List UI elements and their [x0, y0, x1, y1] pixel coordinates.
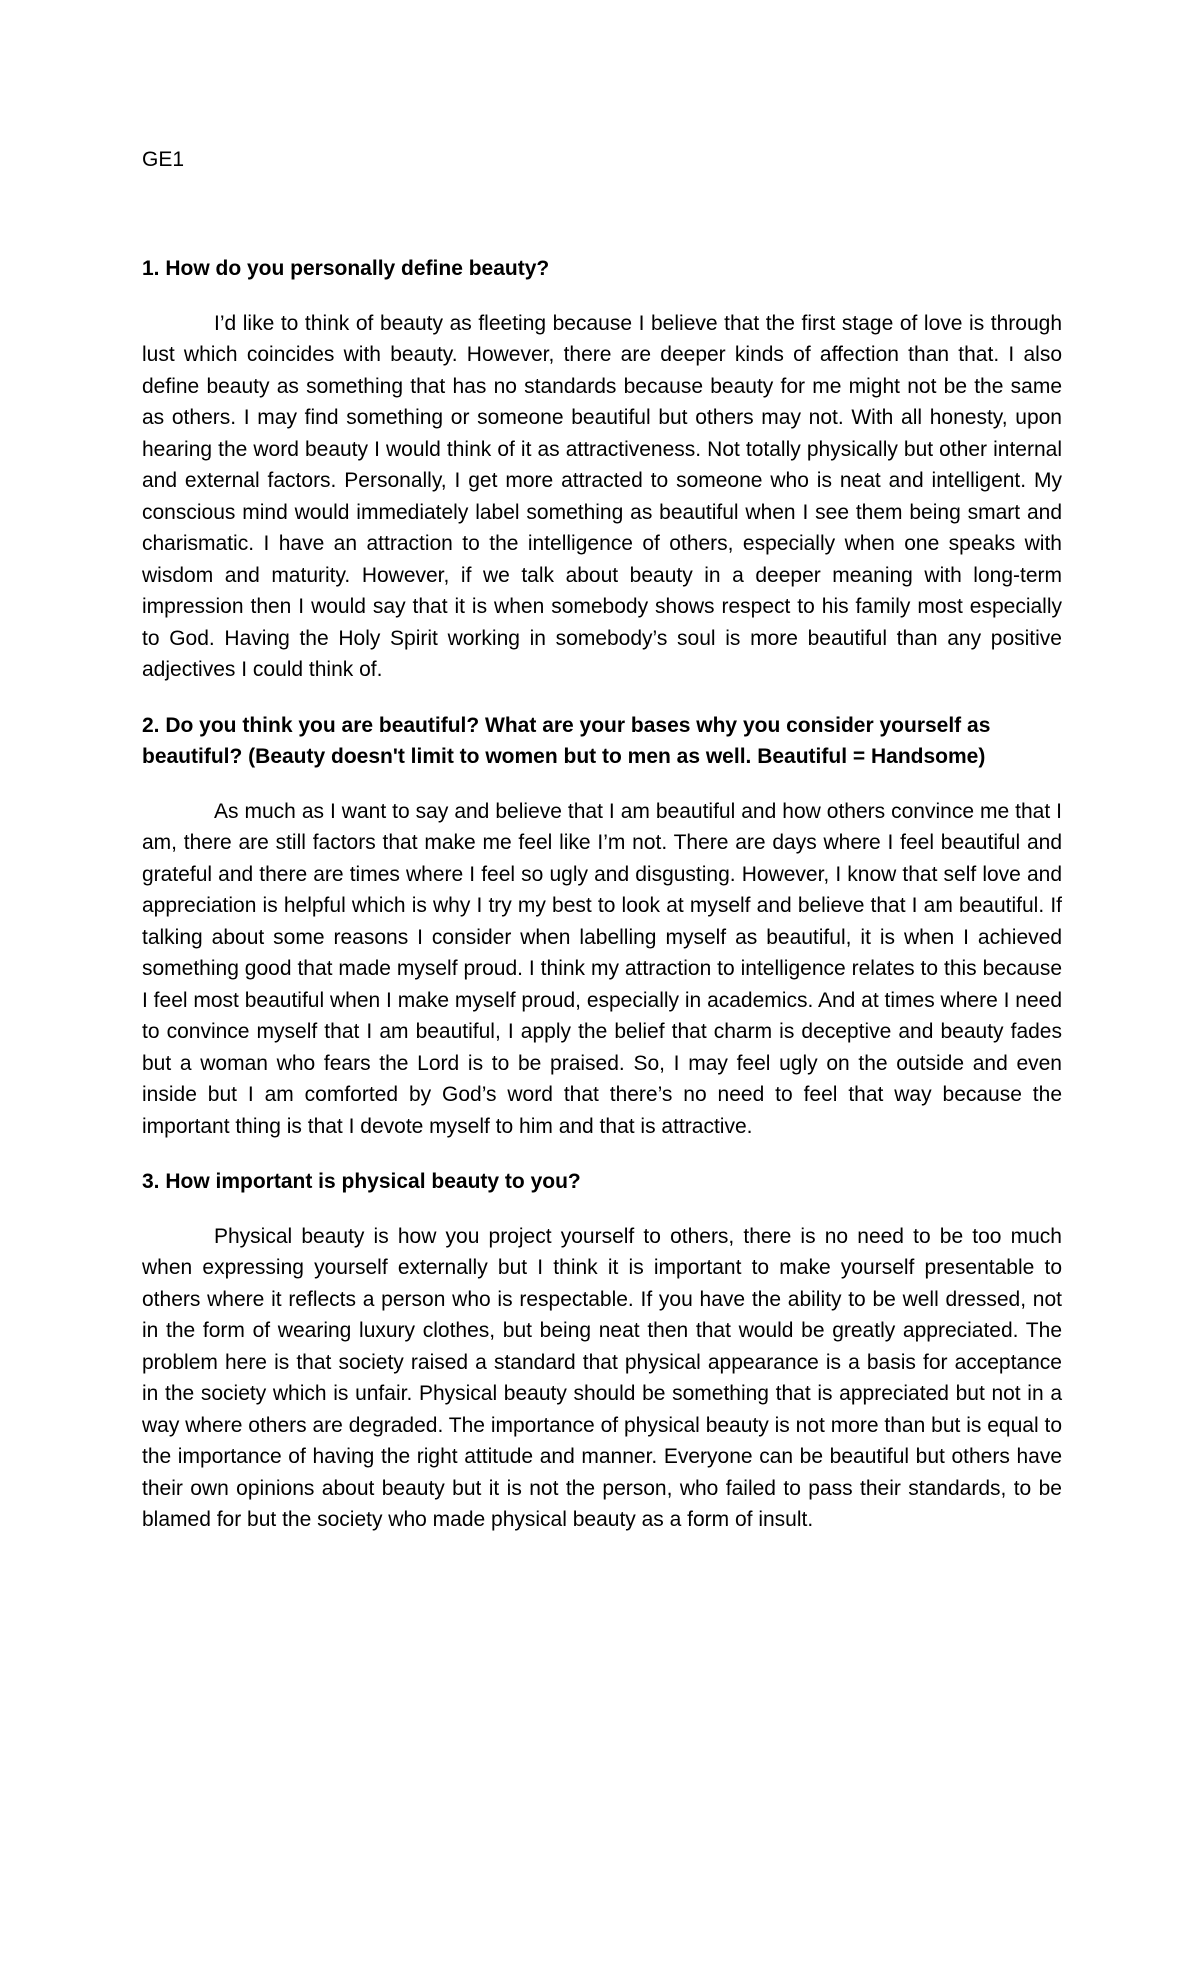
- question-heading: 3. How important is physical beauty to you?: [142, 1170, 581, 1193]
- document-label: GE1: [142, 148, 185, 171]
- question-section-1: [142, 253, 1062, 686]
- document-body: [142, 253, 1062, 1560]
- question-section-2: [142, 710, 1062, 1143]
- question-heading: 2. Do you think you are beautiful? What are your bases why you consider yourself as beautiful? (Beauty doesn't limit to women but to men as well. Beautiful = Handsome): [142, 713, 991, 768]
- answer-paragraph: As much as I want to say and believe that I am beautiful and how others convince me that I am, there are still factors that make me feel like I’m not. There are days where I feel beautiful and grateful and there are times where I feel so ugly and disgusting. However, I know that self love and appreciation is helpful which is why I try my best to look at myself and believe that I am beautiful. If talking about some reasons I consider when labelling myself as beautiful, it is when I achieved something good that made myself proud. I think my attraction to intelligence relates to this because I feel most beautiful when I make myself proud, especially in academics. And at times where I need to convince myself that I am beautiful, I apply the belief that charm is deceptive and beauty fades but a woman who fears the Lord is to be praised. So, I may feel ugly on the outside and even inside but I am comforted by God’s word that there’s no need to feel that way because the important thing is that I devote myself to him and that is attractive.: [142, 799, 1062, 1138]
- question-heading: 1. How do you personally define beauty?: [142, 257, 550, 280]
- answer-paragraph: I’d like to think of beauty as fleeting because I believe that the first stage of love is through lust which coincides with beauty. However, there are deeper kinds of affection than that. I also define beauty as something that has no standards because beauty for me might not be the same as others. I may find something or someone beautiful but others may not. With all honesty, upon hearing the word beauty I would think of it as attractiveness. Not totally physically but other internal and external factors. Personally, I get more attracted to someone who is neat and intelligent. My conscious mind would immediately label something as beautiful when I see them being smart and charismatic. I have an attraction to the intelligence of others, especially when one speaks with wisdom and maturity. However, if we talk about beauty in a deeper meaning with long-term impression then I would say that it is when somebody shows respect to his family most especially to God. Having the Holy Spirit working in somebody’s soul is more beautiful than any positive adjectives I could think of.: [142, 311, 1062, 681]
- question-section-3: [142, 1166, 1062, 1536]
- answer-paragraph: Physical beauty is how you project yourself to others, there is no need to be too much when expressing yourself externally but I think it is important to make yourself presentable to others where it reflects a person who is respectable. If you have the ability to be well dressed, not in the form of wearing luxury clothes, but being neat then that would be greatly appreciated. The problem here is that society raised a standard that physical appearance is a basis for acceptance in the society which is unfair. Physical beauty should be something that is appreciated but not in a way where others are degraded. The importance of physical beauty is not more than but is equal to the importance of having the right attitude and manner. Everyone can be beautiful but others have their own opinions about beauty but it is not the person, who failed to pass their standards, to be blamed for but the society who made physical beauty as a form of insult.: [142, 1224, 1062, 1531]
